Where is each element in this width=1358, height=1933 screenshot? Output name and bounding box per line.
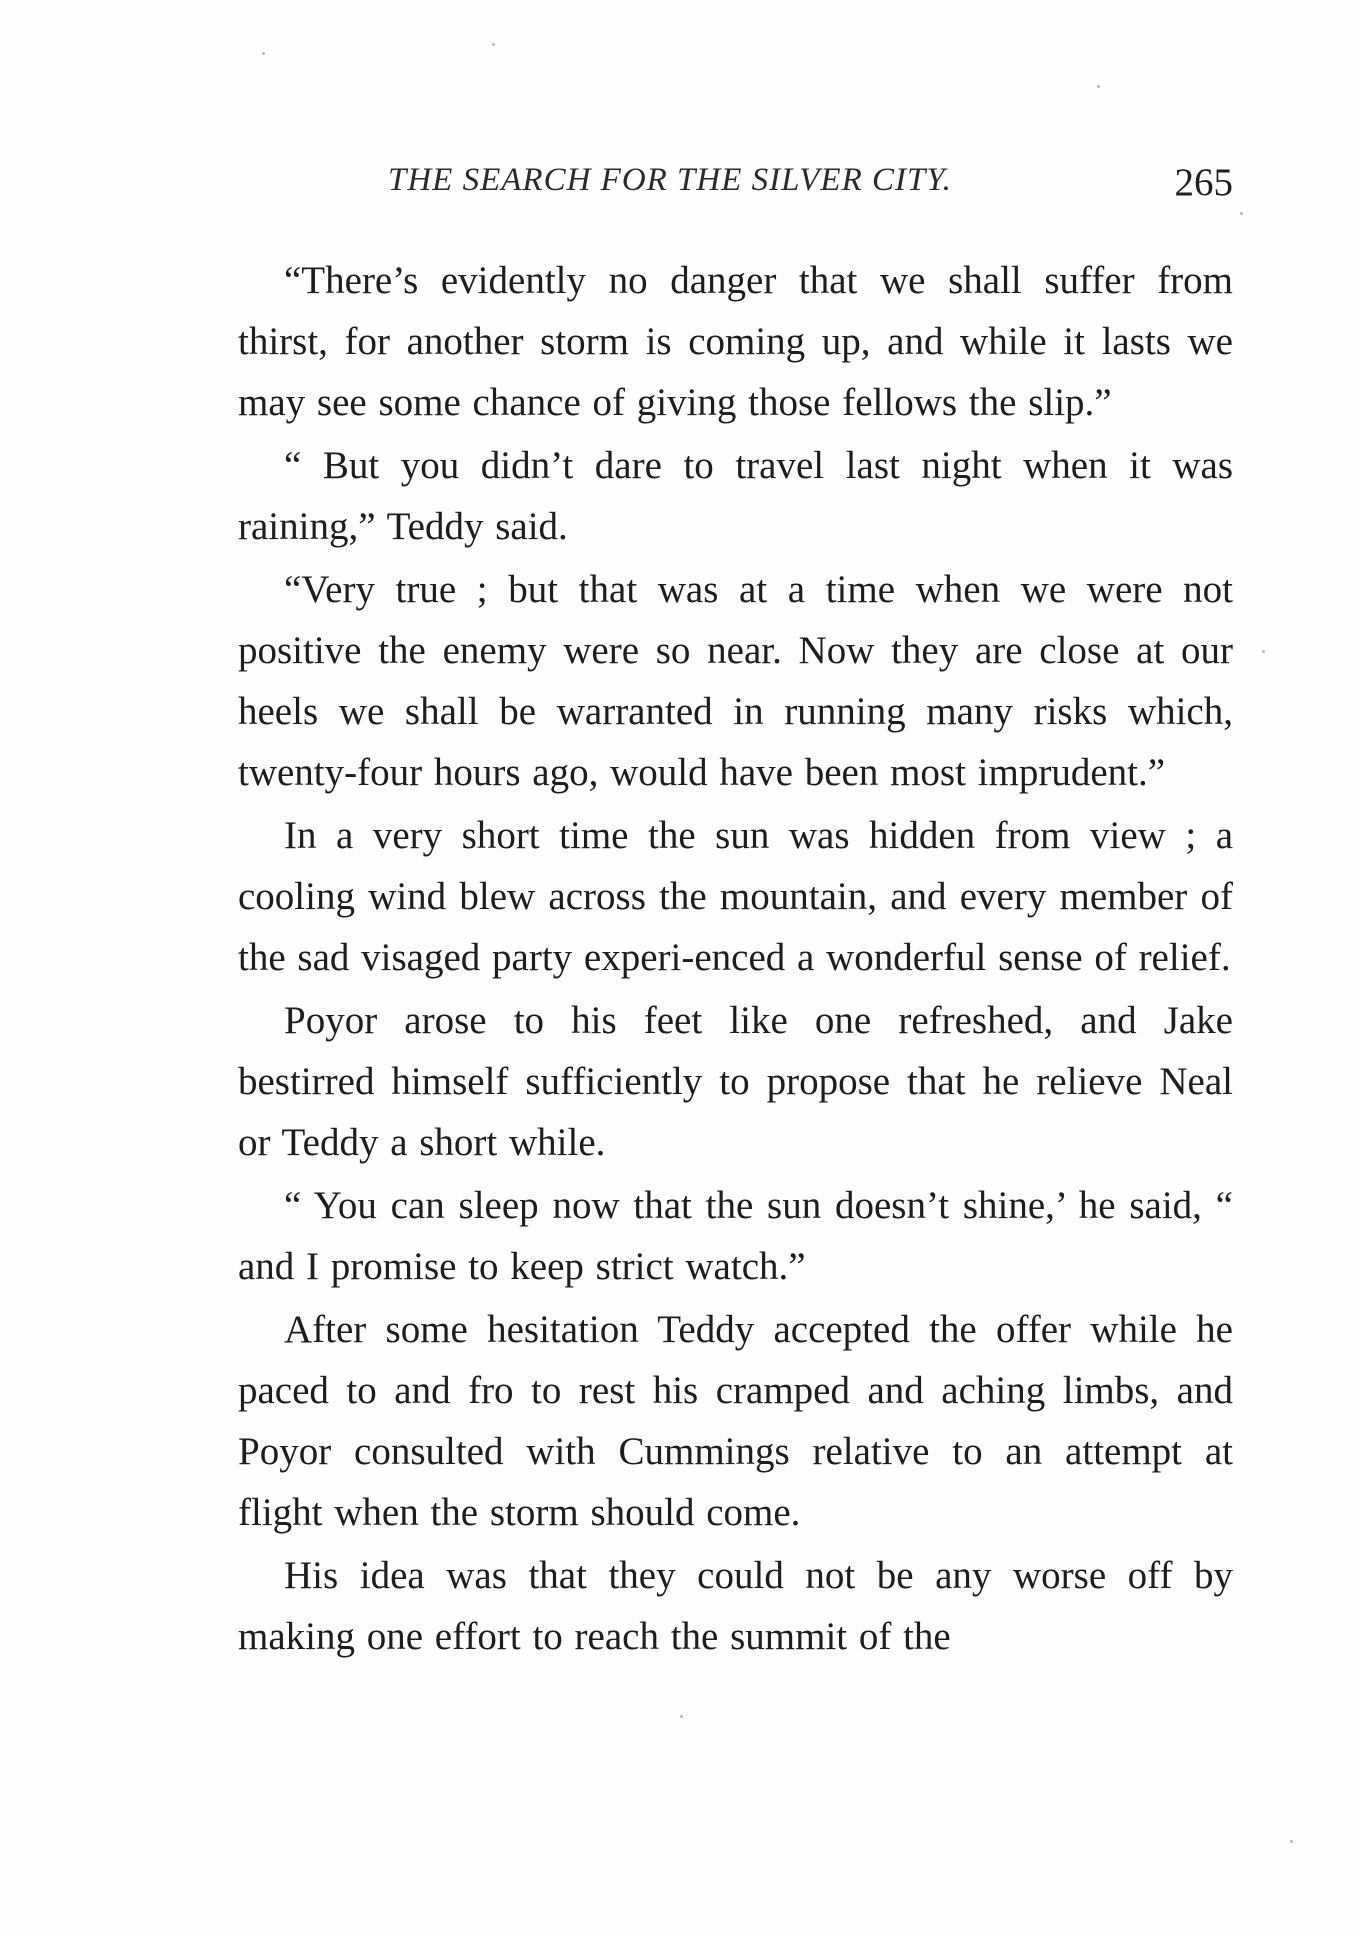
paragraph-5: Poyor arose to his feet like one refreshed, and Jake bestirred himself sufficiently to propose that he relieve Neal or Teddy a short while. — [238, 999, 1233, 1164]
paper-speck — [1262, 650, 1265, 653]
paper-speck — [492, 43, 495, 46]
paper-speck — [262, 52, 265, 55]
paper-speck — [1097, 85, 1100, 88]
page-number: 265 — [1174, 161, 1233, 204]
body-text — [238, 250, 1233, 1669]
paper-speck — [1290, 1840, 1293, 1843]
running-title: THE SEARCH FOR THE SILVER CITY. — [388, 162, 952, 198]
paragraph-3: “Very true ; but that was at a time when we were not positive the enemy were so near. Now they are close at our heels we shall be warranted in running many risks which, twenty-four hours ago, would have been most imprudent.” — [238, 568, 1233, 794]
paragraph-2: “ But you didn’t dare to travel last night when it was raining,” Teddy said. — [238, 444, 1233, 548]
paper-speck — [1240, 212, 1243, 215]
paragraph-6: “ You can sleep now that the sun doesn’t shine,’ he said, “ and I promise to keep strict watch.” — [238, 1184, 1233, 1288]
paragraph-1: “There’s evidently no danger that we shall suffer from thirst, for another storm is coming up, and while it lasts we may see some chance of giving those fellows the slip.” — [238, 259, 1233, 424]
paragraph-7: After some hesitation Teddy accepted the offer while he paced to and fro to rest his cramped and aching limbs, and Poyor consulted with Cummings relative to an attempt at flight when the storm should come. — [238, 1308, 1233, 1534]
paragraph-8: His idea was that they could not be any worse off by making one effort to reach the summit of the — [238, 1554, 1233, 1658]
paragraph-4: In a very short time the sun was hidden from view ; a cooling wind blew across the mountain, and every member of the sad visaged party experi-enced a wonderful sense of relief. — [238, 814, 1233, 979]
running-head — [238, 160, 1233, 210]
paper-speck — [680, 1715, 683, 1718]
